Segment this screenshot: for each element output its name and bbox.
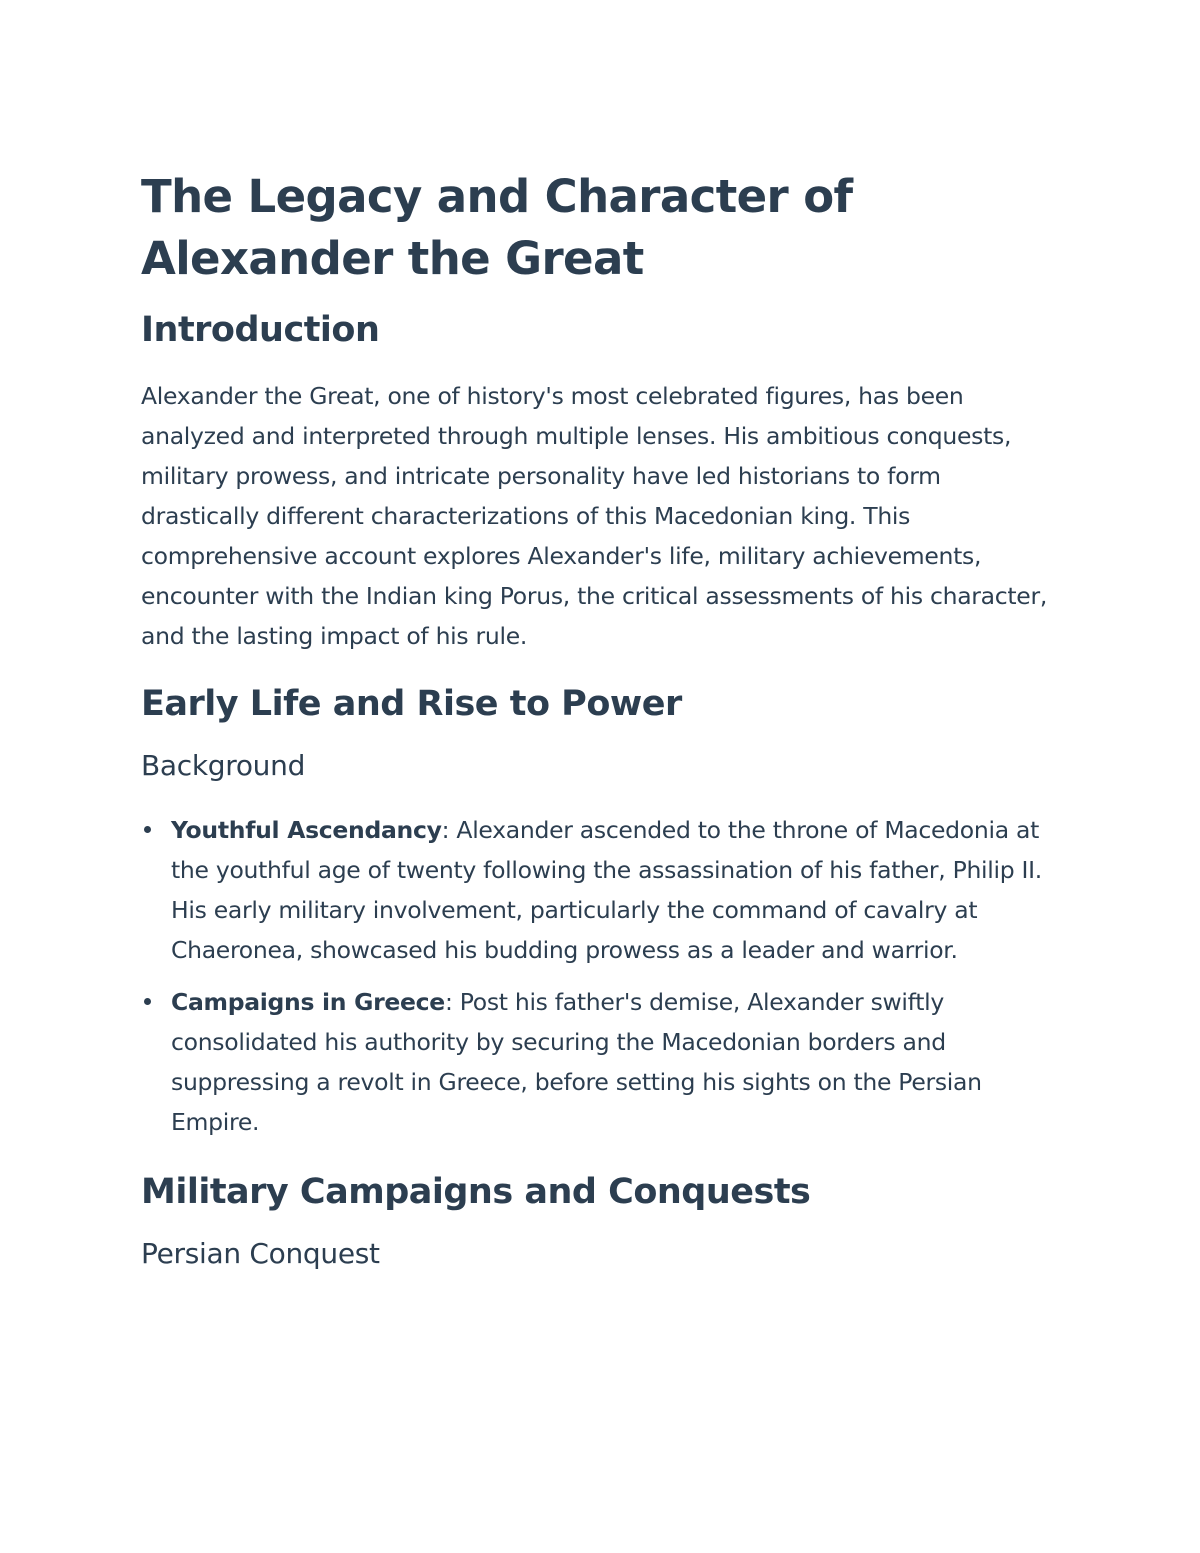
subheading-background: Background bbox=[141, 749, 306, 782]
subheading-persian-conquest: Persian Conquest bbox=[141, 1237, 380, 1270]
section-heading-military: Military Campaigns and Conquests bbox=[141, 1172, 811, 1212]
introduction-paragraph: Alexander the Great, one of history's most celebrated figures, has been analyzed and interpreted through multiple lenses. His ambitious conquests, military prowess, and intricate personality have led historians to form drastically different characterizations of this Macedonian king. This comprehensive account explores Alexander's life, military achievements, encounter with the Indian king Porus, the critical assessments of his character, and the lasting impact of his rule. bbox=[141, 382, 1047, 650]
background-list bbox=[141, 810, 1060, 1142]
section-heading-early-life: Early Life and Rise to Power bbox=[141, 684, 682, 724]
list-item bbox=[141, 810, 1060, 970]
list-item bbox=[141, 982, 1060, 1142]
bullet-icon bbox=[144, 998, 151, 1005]
section-heading-introduction: Introduction bbox=[141, 310, 380, 350]
list-item-term: Youthful Ascendancy bbox=[171, 816, 442, 844]
list-item-text: : Alexander ascended to the throne of Macedonia at the youthful age of twenty following the assassination of his father, Philip II. His early military involvement, particularly the command of cavalry at Chaeronea, showcased his budding prowess as a leader and warrior. bbox=[171, 816, 1042, 964]
bullet-icon bbox=[144, 826, 151, 833]
list-item-text: : Post his father's demise, Alexander swiftly consolidated his authority by securing the Macedonian borders and suppressing a revolt in Greece, before setting his sights on the Persian Empire. bbox=[171, 988, 982, 1136]
list-item-term: Campaigns in Greece bbox=[171, 988, 445, 1016]
document-title: The Legacy and Character of Alexander the Great bbox=[141, 170, 853, 285]
